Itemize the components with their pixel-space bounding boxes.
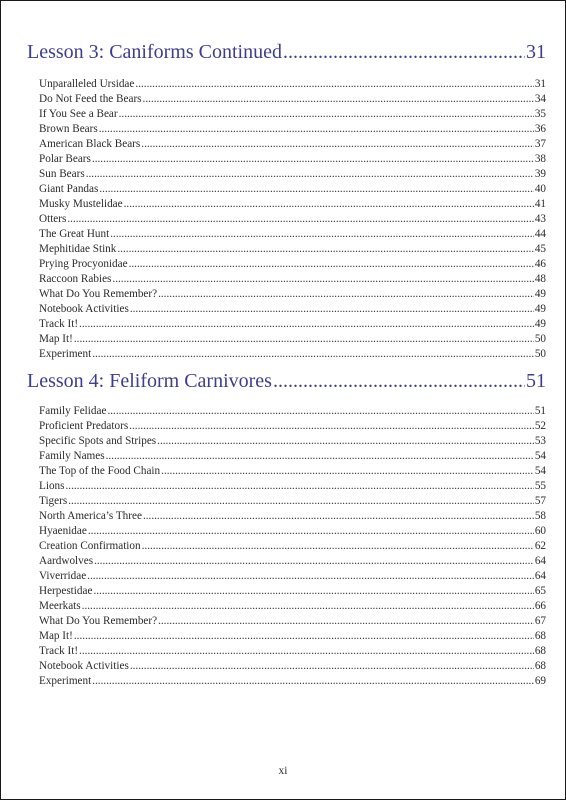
entry-title: Proficient Predators: [39, 420, 129, 432]
dot-leader: [88, 524, 534, 539]
entry-title: North America’s Three: [39, 510, 142, 522]
entry-title: Unparalleled Ursidae: [39, 78, 135, 90]
entry-title: Track It!: [39, 318, 79, 330]
entry-title: Giant Pandas: [39, 183, 99, 195]
entry-page-number: 37: [534, 138, 546, 150]
entry-page-number: 68: [534, 630, 546, 642]
dot-leader: [143, 509, 534, 524]
entry-title: Track It!: [39, 645, 79, 657]
dot-leader: [117, 242, 533, 257]
dot-leader: [92, 674, 534, 689]
entry-page-number: 65: [534, 585, 546, 597]
entry-page-number: 43: [534, 213, 546, 225]
dot-leader: [74, 629, 534, 644]
entry-page-number: 39: [534, 168, 546, 180]
toc-entry[interactable]: [39, 569, 546, 584]
entry-title: Experiment: [39, 348, 92, 360]
entry-title: Mephitidae Stink: [39, 243, 117, 255]
entry-title: Tigers: [39, 495, 68, 507]
entry-title: Experiment: [39, 675, 92, 687]
dot-leader: [129, 419, 534, 434]
entry-page-number: 66: [534, 600, 546, 612]
entry-title: American Black Bears: [39, 138, 141, 150]
entry-title: Map It!: [39, 630, 73, 642]
entry-title: Hyaenidae: [39, 525, 87, 537]
toc-entry-list: [39, 404, 546, 689]
entry-page-number: 62: [534, 540, 546, 552]
toc-entry[interactable]: [39, 107, 546, 122]
entry-title: Notebook Activities: [39, 660, 129, 672]
dot-leader: [79, 644, 534, 659]
dot-leader: [65, 479, 533, 494]
entry-page-number: 49: [534, 288, 546, 300]
entry-title: Lions: [39, 480, 65, 492]
entry-title: Family Names: [39, 450, 105, 462]
toc-entry[interactable]: [39, 167, 546, 182]
entry-page-number: 64: [534, 555, 546, 567]
dot-leader: [161, 464, 534, 479]
entry-page-number: 51: [534, 405, 546, 417]
entry-page-number: 54: [534, 450, 546, 462]
dot-leader: [92, 347, 534, 362]
dot-leader: [99, 122, 534, 137]
toc-entry[interactable]: [39, 644, 546, 659]
dot-leader: [158, 614, 534, 629]
dot-leader: [129, 257, 534, 272]
entry-title: Creation Confirmation: [39, 540, 141, 552]
dot-leader: [124, 197, 534, 212]
entry-page-number: 35: [534, 108, 546, 120]
entry-title: Brown Bears: [39, 123, 98, 135]
toc-entry[interactable]: [39, 332, 546, 347]
entry-title: The Top of the Food Chain: [39, 465, 161, 477]
entry-page-number: 64: [534, 570, 546, 582]
entry-title: Herpestidae: [39, 585, 93, 597]
toc-entry[interactable]: [39, 122, 546, 137]
toc-entry[interactable]: [39, 212, 546, 227]
dot-leader: [99, 182, 533, 197]
entry-title: Otters: [39, 213, 67, 225]
toc-entry[interactable]: [39, 434, 546, 449]
dot-leader: [119, 107, 534, 122]
entry-page-number: 68: [534, 660, 546, 672]
entry-title: Do Not Feed the Bears: [39, 93, 142, 105]
toc-entry[interactable]: [39, 629, 546, 644]
entry-title: Polar Bears: [39, 153, 91, 165]
dot-leader: [130, 659, 534, 674]
toc-entry[interactable]: [39, 464, 546, 479]
toc-entry-list: [39, 77, 546, 362]
toc-entry[interactable]: [39, 599, 546, 614]
dot-leader: [107, 404, 533, 419]
toc-entry[interactable]: [39, 302, 546, 317]
dot-leader: [79, 317, 534, 332]
entry-page-number: 54: [534, 465, 546, 477]
toc-entry[interactable]: [39, 524, 546, 539]
entry-title: Sun Bears: [39, 168, 85, 180]
dot-leader: [92, 152, 534, 167]
entry-title: Viverridae: [39, 570, 87, 582]
dot-leader: [135, 77, 533, 92]
entry-page-number: 41: [534, 198, 546, 210]
entry-title: Family Felidae: [39, 405, 107, 417]
dot-leader: [157, 434, 534, 449]
toc-entry[interactable]: [39, 449, 546, 464]
dot-leader: [112, 272, 533, 287]
dot-leader: [93, 584, 533, 599]
dot-leader: [94, 554, 534, 569]
entry-page-number: 60: [534, 525, 546, 537]
dot-leader: [141, 137, 534, 152]
dot-leader: [87, 569, 534, 584]
dot-leader: [106, 449, 534, 464]
lesson-title: Lesson 3: Caniforms Continued: [27, 41, 282, 63]
dot-leader: [143, 92, 534, 107]
toc-entry[interactable]: [39, 494, 546, 509]
entry-title: Musky Mustelidae: [39, 198, 123, 210]
entry-page-number: 36: [534, 123, 546, 135]
toc-entry[interactable]: [39, 92, 546, 107]
toc-entry[interactable]: [39, 659, 546, 674]
entry-page-number: 68: [534, 645, 546, 657]
toc-entry[interactable]: [39, 272, 546, 287]
toc-entry[interactable]: [39, 419, 546, 434]
toc-entry[interactable]: [39, 152, 546, 167]
entry-page-number: 55: [534, 480, 546, 492]
entry-title: Specific Spots and Stripes: [39, 435, 157, 447]
toc-entry[interactable]: [39, 137, 546, 152]
entry-page-number: 53: [534, 435, 546, 447]
entry-title: Prying Procyonidae: [39, 258, 128, 270]
toc-entry[interactable]: [39, 674, 546, 689]
toc-entry[interactable]: [39, 182, 546, 197]
entry-title: What Do You Remember?: [39, 615, 158, 627]
dot-leader: [130, 302, 534, 317]
dot-leader: [74, 332, 534, 347]
entry-page-number: 31: [534, 78, 546, 90]
entry-page-number: 69: [534, 675, 546, 687]
toc-entry[interactable]: [39, 257, 546, 272]
entry-page-number: 45: [534, 243, 546, 255]
entry-page-number: 34: [534, 93, 546, 105]
entry-title: What Do You Remember?: [39, 288, 158, 300]
entry-page-number: 48: [534, 273, 546, 285]
toc-entry[interactable]: [39, 584, 546, 599]
lesson-page-number: 51: [526, 370, 546, 392]
lesson-page-number: 31: [526, 41, 546, 63]
dot-leader: [273, 367, 525, 395]
entry-page-number: 50: [534, 348, 546, 360]
toc-entry[interactable]: [39, 347, 546, 362]
dot-leader: [158, 287, 534, 302]
toc-entry[interactable]: [39, 539, 546, 554]
entry-title: Notebook Activities: [39, 303, 129, 315]
lesson-heading[interactable]: [27, 38, 546, 66]
entry-page-number: 40: [534, 183, 546, 195]
dot-leader: [142, 539, 534, 554]
entry-page-number: 50: [534, 333, 546, 345]
dot-leader: [67, 212, 533, 227]
toc-entry[interactable]: [39, 509, 546, 524]
lesson-4-section: [27, 367, 546, 687]
entry-page-number: 57: [534, 495, 546, 507]
entry-title: Meerkats: [39, 600, 81, 612]
toc-entry[interactable]: [39, 317, 546, 332]
entry-page-number: 58: [534, 510, 546, 522]
toc-entry[interactable]: [39, 227, 546, 242]
lesson-heading[interactable]: [27, 367, 546, 395]
entry-title: Map It!: [39, 333, 73, 345]
dot-leader: [86, 167, 534, 182]
entry-title: Raccoon Rabies: [39, 273, 112, 285]
dot-leader: [283, 38, 525, 66]
toc-entry[interactable]: [39, 404, 546, 419]
dot-leader: [68, 494, 534, 509]
entry-page-number: 52: [534, 420, 546, 432]
toc-entry[interactable]: [39, 242, 546, 257]
toc-entry[interactable]: [39, 287, 546, 302]
entry-page-number: 44: [534, 228, 546, 240]
dot-leader: [82, 599, 534, 614]
entry-title: If You See a Bear: [39, 108, 118, 120]
lesson-3-section: [27, 38, 546, 360]
toc-entry[interactable]: [39, 479, 546, 494]
toc-entry[interactable]: [39, 554, 546, 569]
entry-page-number: 46: [534, 258, 546, 270]
toc-entry[interactable]: [39, 614, 546, 629]
page-number-footer: xi: [278, 765, 288, 777]
toc-entry[interactable]: [39, 77, 546, 92]
entry-page-number: 49: [534, 303, 546, 315]
dot-leader: [110, 227, 534, 242]
entry-title: The Great Hunt: [39, 228, 110, 240]
entry-title: Aardwolves: [39, 555, 94, 567]
entry-page-number: 38: [534, 153, 546, 165]
lesson-title: Lesson 4: Feliform Carnivores: [27, 370, 272, 392]
entry-page-number: 49: [534, 318, 546, 330]
toc-entry[interactable]: [39, 197, 546, 212]
entry-page-number: 67: [534, 615, 546, 627]
